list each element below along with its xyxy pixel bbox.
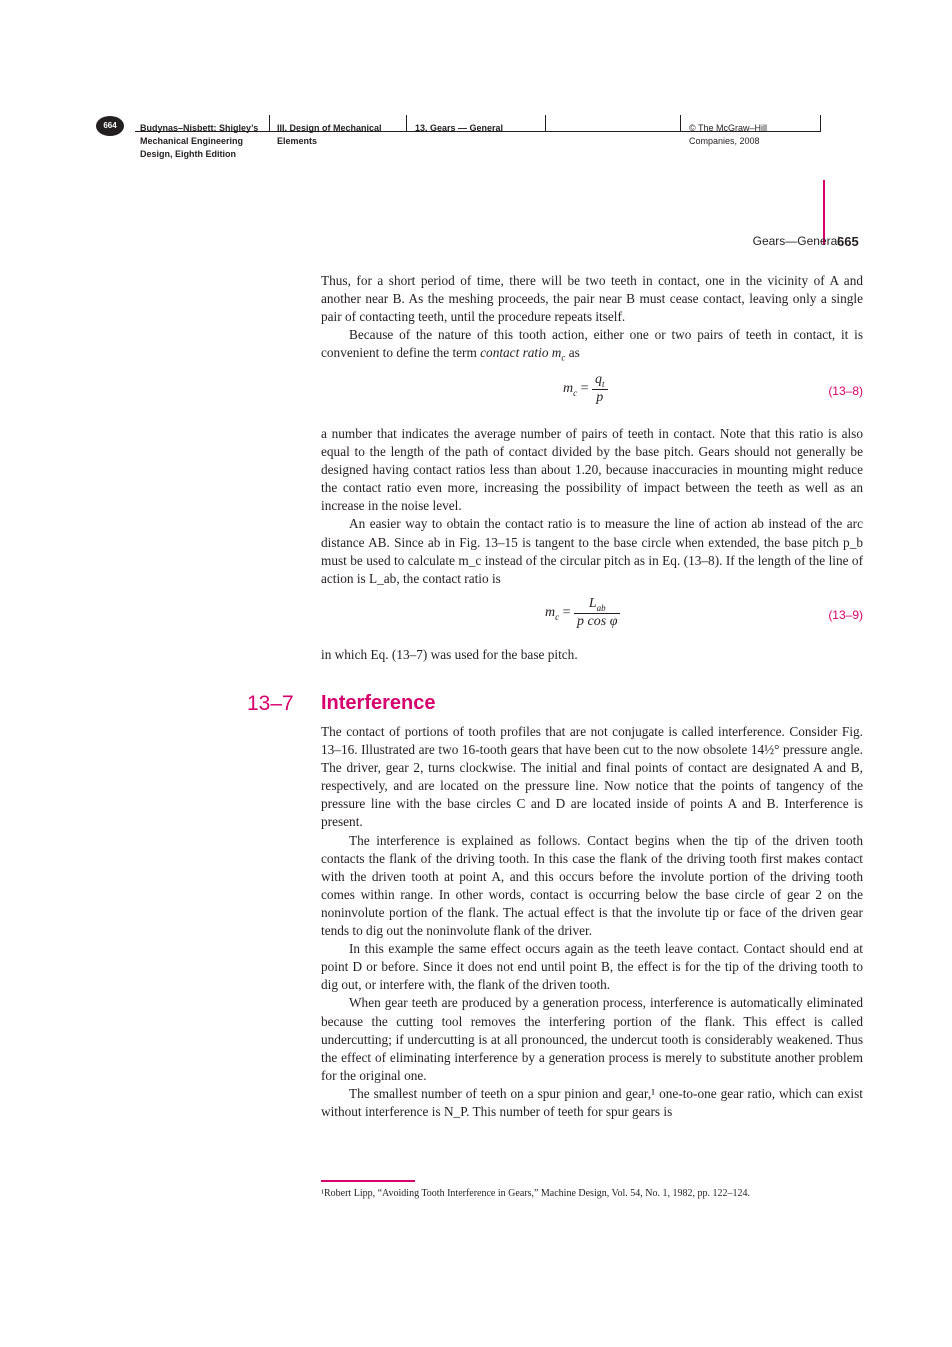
eq-lhs-sub: c: [573, 387, 578, 398]
equation-13-8: [321, 372, 863, 418]
paragraph: The interference is explained as follows. Contact begins when the tip of the driven tooth contacts the flank of the driving tooth. In this case the flank of the driving tooth first makes contact with the driven tooth at point A, and this occurs before the involute portion of the driving tooth comes within range. In other words, contact is occurring below the base circle of gear 2 on the noninvolute portion of the flank. The actual effect is that the involute tip or face of the driven gear tends to dig out the noninvolute flank of the driver.: [321, 832, 863, 939]
publisher-line: Companies, 2008: [689, 136, 760, 146]
header-divider: [269, 115, 270, 132]
eq-numerator: L: [588, 596, 597, 611]
paragraph: An easier way to obtain the contact ratio is to measure the line of action ab instead of the arc distance AB. Since ab in Fig. 13–15 is tangent to the base circle when extended, the base pitch p_b must be used to calculate m_c instead of the circular pitch as in Eq. (13–8). If the length of the line of action is L_ab, the contact ratio is: [321, 516, 863, 586]
header-divider: [820, 115, 821, 132]
publisher: [689, 122, 767, 148]
eq-numerator-sub: ab: [596, 602, 606, 613]
page-number: 665: [837, 234, 859, 249]
paragraph-text: Because of the nature of this tooth action, either one or two pairs of teeth in contact, it is convenient to define the term: [321, 327, 863, 361]
section-title: Interference: [321, 692, 436, 714]
eq-numerator: q: [595, 372, 603, 387]
equation-13-9: [321, 596, 863, 642]
equation-number: (13–9): [828, 608, 863, 622]
eq-lhs: m: [563, 381, 574, 397]
book-line: Mechanical Engineering: [140, 136, 244, 146]
eq-lhs: m: [545, 605, 556, 621]
equation-body: $m_c$ = $\frac{L_{ab}}{\text{p cos φ}}$: [545, 596, 620, 630]
book-line: Design, Eighth Edition: [140, 149, 236, 159]
section-number: 13–7: [247, 692, 294, 715]
eq-fraction: [574, 596, 620, 630]
text-block-1: [321, 272, 863, 367]
paragraph: In this example the same effect occurs again as the teeth leave contact. Contact should end at point D or before. Since it does not end until point B, the effect is for the tip of the driving tooth to dig out, or interfere with, the flank of the driven tooth.: [321, 941, 863, 993]
paragraph-text: as: [565, 345, 580, 361]
paragraph: The contact of portions of tooth profiles that are not conjugate is called interference. Consider Fig. 13–16. Illustrated are two 16-tooth gears that have been cut to the now obsolete 14½° pressure angle. The driver, gear 2, turns clockwise. The initial and final points of contact are designated A and B, respectively, and are located on the pressure line. Now notice that the points of tangency of the pressure line with the base circles C and D are located inside of points A and B. Interference is present.: [321, 724, 863, 830]
part-line: Elements: [277, 136, 318, 146]
text-block-2: [321, 425, 863, 588]
eq-lhs-sub: c: [555, 611, 560, 622]
eq-denominator: p: [596, 389, 604, 405]
publisher-line: © The McGraw–Hill: [689, 123, 767, 133]
header-divider: [545, 115, 546, 132]
book-line: Budynas–Nisbett: Shigley’s: [140, 123, 259, 133]
paragraph: in which Eq. (13–7) was used for the base pitch.: [321, 647, 578, 662]
book-title: [140, 122, 258, 161]
footnote-rule: [321, 1180, 415, 1182]
part-title: [277, 122, 382, 148]
term: contact ratio m: [480, 345, 562, 361]
header-divider: [680, 115, 681, 132]
paragraph: [321, 326, 863, 367]
chapter-title: 13. Gears — General: [415, 123, 504, 133]
text-block-3: [321, 646, 863, 664]
paragraph: Thus, for a short period of time, there will be two teeth in contact, one in the vicinity of A and another near B. As the meshing proceeds, the pair near B must cease contact, leaving only a single pair of contacting teeth, until the procedure repeats itself.: [321, 273, 863, 325]
eq-fraction: [592, 372, 608, 406]
paragraph: a number that indicates the average number of pairs of teeth in contact. Note that this ratio is also equal to the length of the path of contact divided by the base pitch. Gears should not generally be designed having contact ratios less than about 1.20, because inaccuracies in mounting might reduce the contact ratio even more, increasing the possibility of impact between the teeth as well as an increase in the noise level.: [321, 426, 863, 514]
eq-denominator: p cos φ: [577, 613, 618, 629]
header-divider: [406, 115, 407, 132]
page-badge: 664: [96, 116, 124, 136]
footnote: ¹Robert Lipp, “Avoiding Tooth Interference in Gears,” Machine Design, Vol. 54, No. 1, 1982, pp. 122–124.: [321, 1188, 750, 1199]
part-line: III. Design of Mechanical: [277, 123, 382, 133]
eq-numerator-sub: t: [602, 378, 605, 389]
subscript: c: [561, 353, 566, 364]
equation-body: $m_c$ = $\frac{q_t}{p}$: [563, 372, 608, 406]
equation-number: (13–8): [828, 384, 863, 398]
text-block-4: [321, 723, 863, 1121]
paragraph: The smallest number of teeth on a spur pinion and gear,¹ one-to-one gear ratio, which can exist without interference is N_P. This number of teeth for spur gears is: [321, 1085, 863, 1119]
running-head-title: Gears—General: [752, 234, 840, 248]
paragraph: When gear teeth are produced by a generation process, interference is automatically eliminated because the cutting tool removes the interfering portion of the flank. This effect is called undercutting; if undercutting is at all pronounced, the undercut tooth is considerably weakened. Thus the effect of eliminating interference by a generation process is merely to substitute another problem for the original one.: [321, 995, 863, 1083]
